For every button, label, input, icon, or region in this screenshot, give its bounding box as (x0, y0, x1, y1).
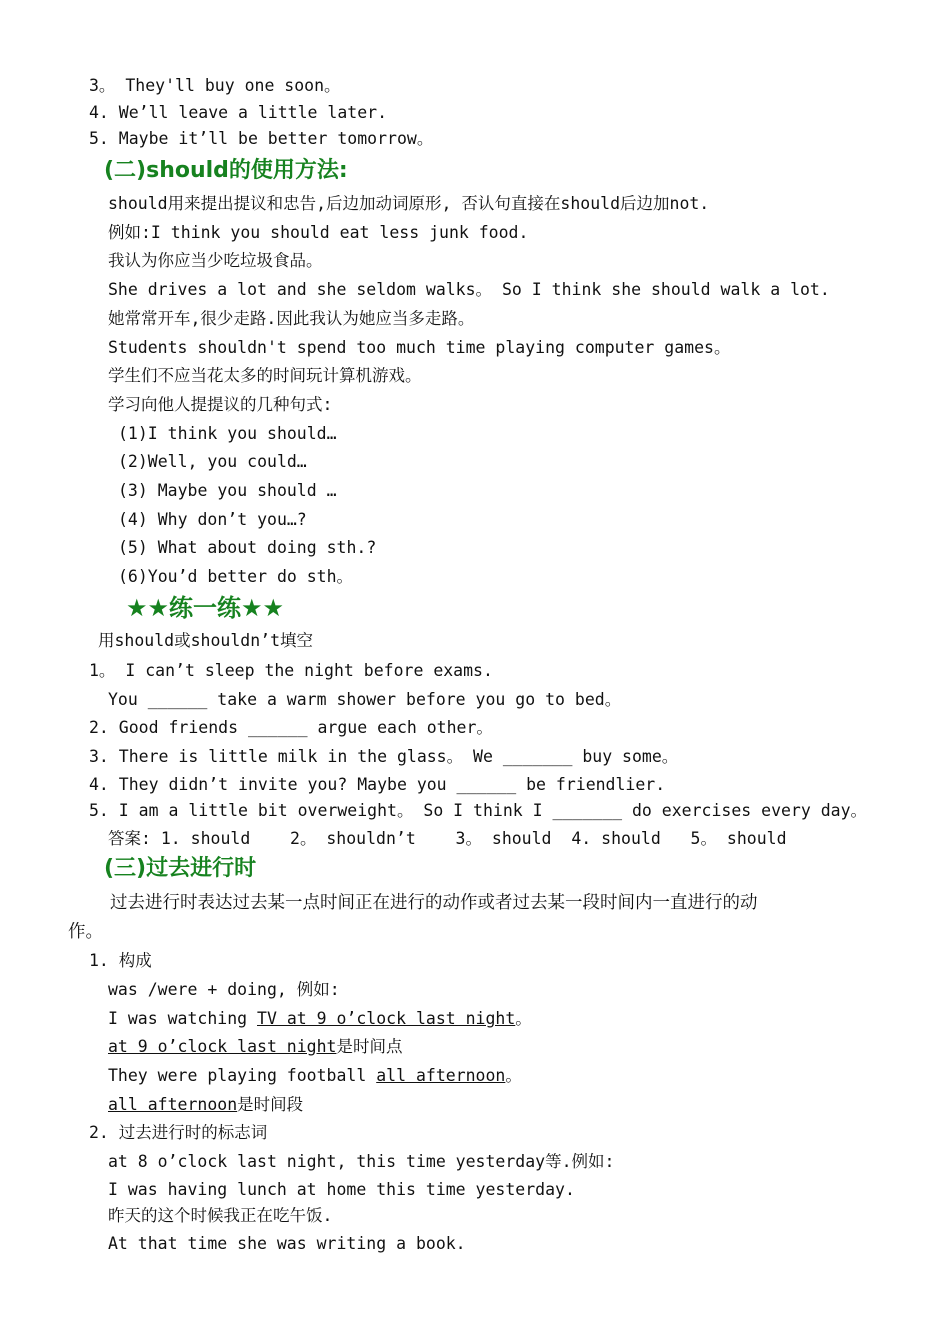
exercise-item: 1。 I can’t sleep the night before exams. (89, 661, 493, 680)
marker-words: at 8 o’clock last night, this time yesterday等.例如: (108, 1152, 615, 1171)
formula: was /were + doing, 例如: (108, 980, 340, 999)
list-item-4: 4. We’ll leave a little later. (89, 103, 388, 122)
section-heading-past-progressive: (三)过去进行时 (104, 856, 257, 881)
answer-key: 答案: 1. should 2。 shouldn’t 3。 should 4. should 5。 should (108, 829, 787, 848)
paragraph-line: 她常常开车,很少走路.因此我认为她应当多走路。 (108, 309, 475, 328)
paragraph-line: 例如:I think you should eat less junk food. (108, 223, 529, 242)
example-text: 是时间段 (237, 1095, 304, 1114)
subsection-title: 2. 过去进行时的标志词 (89, 1123, 268, 1142)
underlined-phrase: all afternoon (108, 1095, 238, 1114)
example-text: 。 (505, 1066, 522, 1085)
practice-instruction: 用should或shouldn’t填空 (98, 631, 314, 650)
underlined-phrase: at 9 o’clock last night (108, 1037, 337, 1056)
example-sentence (108, 1065, 522, 1087)
pattern-item: (1)I think you should… (118, 424, 337, 443)
pattern-item: (5) What about doing sth.? (118, 538, 377, 557)
example-sentence (108, 1008, 532, 1030)
exercise-item: 5. I am a little bit overweight。 So I think I _______ do exercises every day。 (89, 801, 868, 820)
exercise-item: 2. Good friends ______ argue each other。 (89, 718, 493, 737)
example-text: I was watching (108, 1009, 258, 1028)
example-note (108, 1094, 303, 1116)
list-item-5: 5. Maybe it’ll be better tomorrow。 (89, 129, 434, 148)
intro-line: 过去进行时表达过去某一点时间正在进行的动作或者过去某一段时间内一直进行的动 (110, 893, 758, 913)
exercise-item: 4. They didn’t invite you? Maybe you ______ be friendlier. (89, 775, 666, 794)
underlined-phrase: all afternoon (376, 1066, 506, 1085)
intro-line: 作。 (68, 922, 103, 942)
example-sentence: At that time she was writing a book. (108, 1234, 466, 1253)
paragraph-line: 我认为你应当少吃垃圾食品。 (108, 251, 323, 270)
exercise-item: 3. There is little milk in the glass。 We _______ buy some。 (89, 747, 679, 766)
example-text: They were playing football (108, 1066, 377, 1085)
pattern-item: (6)You’d better do sth。 (118, 567, 354, 586)
example-translation: 昨天的这个时候我正在吃午饭. (108, 1206, 333, 1225)
section-heading-should: (二)should的使用方法: (104, 158, 348, 183)
example-text: 。 (515, 1009, 532, 1028)
pattern-item: (4) Why don’t you…? (118, 510, 307, 529)
subsection-title: 1. 构成 (89, 951, 152, 970)
paragraph-line: 学习向他人提提议的几种句式: (108, 395, 333, 414)
pattern-item: (3) Maybe you should … (118, 481, 337, 500)
exercise-item: You ______ take a warm shower before you go to bed。 (108, 690, 622, 709)
paragraph-line: 学生们不应当花太多的时间玩计算机游戏。 (108, 366, 422, 385)
example-note (108, 1036, 402, 1058)
example-text: 是时间点 (336, 1037, 403, 1056)
paragraph-line: She drives a lot and she seldom walks。 So I think she should walk a lot. (108, 280, 830, 299)
list-item-3: 3。 They'll buy one soon。 (89, 76, 341, 95)
example-sentence: I was having lunch at home this time yesterday. (108, 1180, 575, 1199)
paragraph-line: Students shouldn't spend too much time playing computer games。 (108, 338, 731, 357)
underlined-phrase: TV at 9 o’clock last night (257, 1009, 516, 1028)
paragraph-line: should用来提出提议和忠告,后边加动词原形, 否认句直接在should后边加not. (108, 194, 710, 213)
practice-heading: ★★练一练★★ (126, 594, 285, 622)
pattern-item: (2)Well, you could… (118, 452, 307, 471)
